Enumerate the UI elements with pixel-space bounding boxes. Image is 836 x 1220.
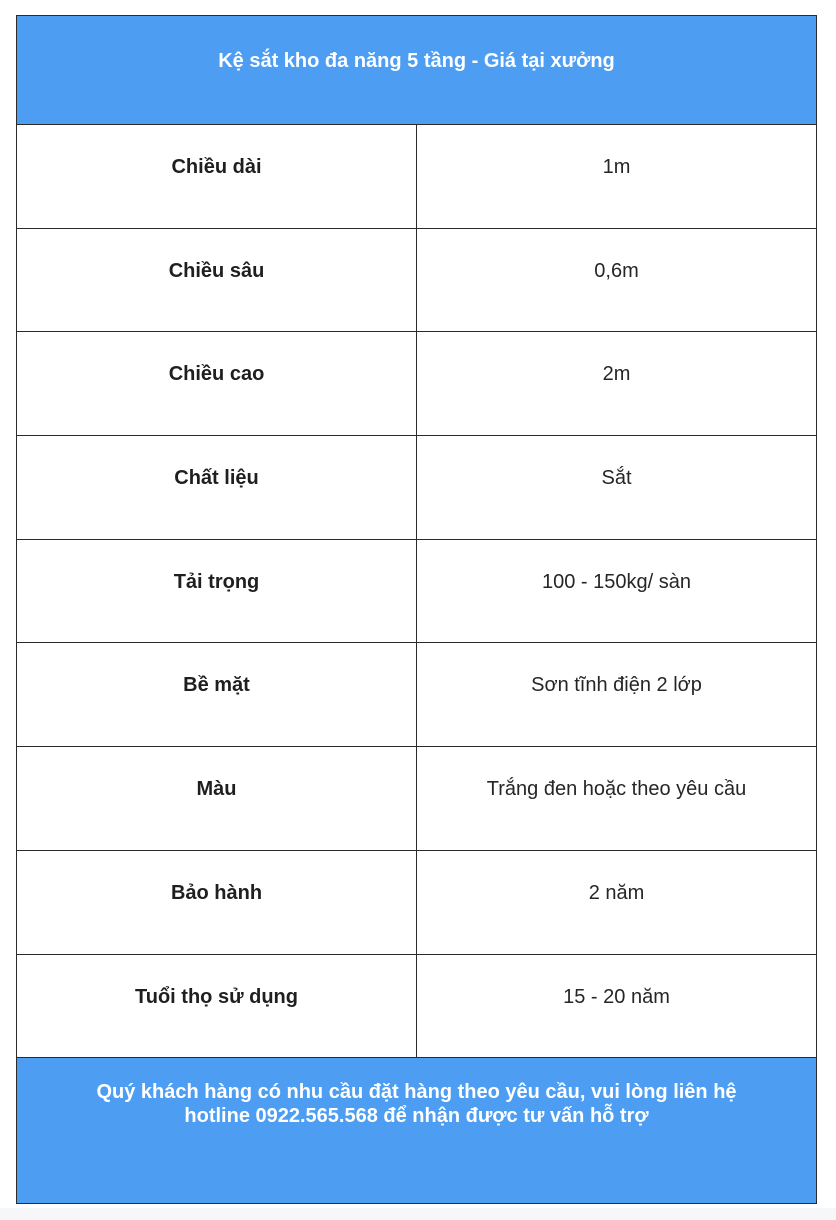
spec-value: 2m	[417, 332, 817, 436]
spec-label: Chiều sâu	[17, 228, 417, 332]
spec-table	[16, 15, 817, 1204]
table-title: Kệ sắt kho đa năng 5 tầng - Giá tại xưởng	[17, 16, 817, 125]
spec-label: Bảo hành	[17, 850, 417, 954]
table-row	[17, 125, 817, 229]
spec-value: 15 - 20 năm	[417, 954, 817, 1058]
table-row	[17, 332, 817, 436]
spec-value: 100 - 150kg/ sàn	[417, 539, 817, 643]
spec-label: Tuổi thọ sử dụng	[17, 954, 417, 1058]
table-row	[17, 954, 817, 1058]
table-header-row	[17, 16, 817, 125]
page-bottom-strip	[0, 1208, 836, 1220]
spec-label: Bề mặt	[17, 643, 417, 747]
table-row	[17, 436, 817, 540]
table-row	[17, 643, 817, 747]
table-row	[17, 747, 817, 851]
spec-value: 0,6m	[417, 228, 817, 332]
table-row	[17, 850, 817, 954]
spec-label: Chất liệu	[17, 436, 417, 540]
contact-note	[17, 1058, 817, 1204]
spec-value: 1m	[417, 125, 817, 229]
spec-value: Trắng đen hoặc theo yêu cầu	[417, 747, 817, 851]
contact-note-line-2: hotline 0922.565.568 để nhận được tư vấn hỗ trợ	[184, 1105, 649, 1128]
table-row	[17, 539, 817, 643]
spec-value: Sắt	[417, 436, 817, 540]
table-row	[17, 228, 817, 332]
table-footer-row	[17, 1058, 817, 1204]
spec-label: Chiều cao	[17, 332, 417, 436]
spec-label: Màu	[17, 747, 417, 851]
contact-note-line-1: Quý khách hàng có nhu cầu đặt hàng theo yêu cầu, vui lòng liên hệ	[96, 1081, 737, 1104]
spec-label: Chiều dài	[17, 125, 417, 229]
spec-value: Sơn tĩnh điện 2 lớp	[417, 643, 817, 747]
spec-value: 2 năm	[417, 850, 817, 954]
spec-label: Tải trọng	[17, 539, 417, 643]
